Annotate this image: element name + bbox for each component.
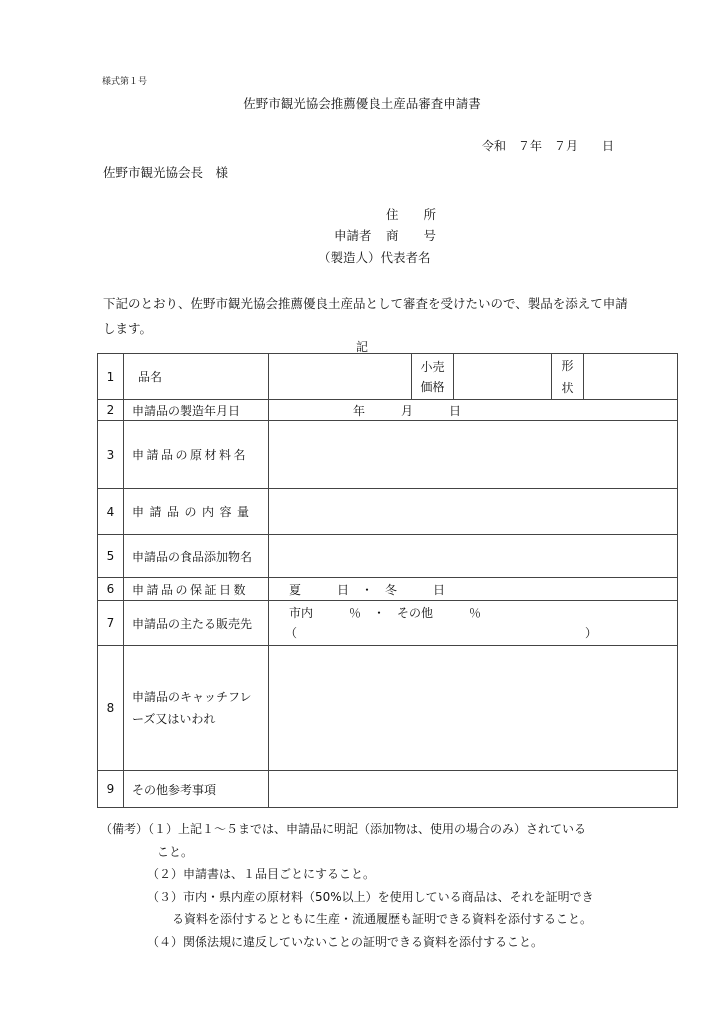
paren-open: （: [285, 626, 298, 640]
other-reference-label: その他参考事項: [124, 771, 269, 808]
addressee: 佐野市観光協会長 様: [103, 165, 229, 180]
other-reference-field[interactable]: [269, 771, 678, 808]
row-number: 4: [98, 489, 124, 535]
remarks: [100, 818, 594, 953]
content-amount-field[interactable]: [269, 489, 678, 535]
address-label: 住 所: [386, 207, 437, 222]
row-number: 6: [98, 578, 124, 601]
form-number: 様式第１号: [102, 77, 148, 87]
table-row: [98, 535, 678, 578]
guarantee-days-field[interactable]: 夏 日 ・ 冬 日: [269, 578, 678, 601]
intro-paragraph: 下記のとおり、佐野市観光協会推薦優良土産品として審査を受けたいので、製品を添えて申請します。: [103, 296, 628, 336]
sales-destination-label: 申請品の主たる販売先: [124, 601, 269, 646]
trade-name-label: 商 号: [386, 228, 437, 243]
table-row: [98, 489, 678, 535]
row-number: 2: [98, 400, 124, 421]
maker-representative-label: （製造人）代表者名: [318, 250, 431, 265]
document-title: 佐野市観光協会推薦優良土産品審査申請書: [243, 96, 481, 111]
table-row: [98, 601, 678, 646]
ingredients-field[interactable]: [269, 421, 678, 489]
product-name-label: 品名: [124, 354, 269, 400]
table-row: [98, 578, 678, 601]
guarantee-days-label: 申請品の保証日数: [124, 578, 269, 601]
row-number: 7: [98, 601, 124, 646]
remark-3: （３）市内・県内産の原材料（50%以上）を使用している商品は、それを証明でき: [147, 889, 594, 904]
table-row: [98, 646, 678, 771]
remark-4: （４）関係法規に違反していないことの証明できる資料を添付すること。: [147, 934, 544, 949]
table-row: [98, 354, 678, 400]
retail-price-field[interactable]: [454, 354, 552, 400]
row-number: 9: [98, 771, 124, 808]
row-number: 1: [98, 354, 124, 400]
ki-heading: 記: [355, 340, 368, 354]
food-additives-label: 申請品の食品添加物名: [124, 535, 269, 578]
application-table: [97, 353, 678, 808]
remark-3-cont: る資料を添付するとともに生産・流通履歴も証明できる資料を添付すること。: [172, 912, 593, 926]
table-row: [98, 771, 678, 808]
table-row: [98, 400, 678, 421]
remark-2: （２）申請書は、１品目ごとにすること。: [147, 867, 376, 881]
food-additives-field[interactable]: [269, 535, 678, 578]
row-number: 5: [98, 535, 124, 578]
sales-destination-field[interactable]: [269, 601, 678, 646]
remark-1-cont: こと。: [157, 844, 194, 859]
row-number: 8: [98, 646, 124, 771]
manufacture-date-label: 申請品の製造年月日: [124, 400, 269, 421]
application-date: 令和 ７年 ７月 日: [482, 139, 615, 153]
applicant-label: 申請者: [334, 228, 372, 243]
manufacture-date-field[interactable]: 年 月 日: [269, 400, 678, 421]
shape-label: 形状: [552, 354, 584, 400]
shape-field[interactable]: [584, 354, 678, 400]
ingredients-label: 申請品の原材料名: [124, 421, 269, 489]
catchphrase-field[interactable]: [269, 646, 678, 771]
row-number: 3: [98, 421, 124, 489]
sales-share-line: 市内 ％ ・ その他 ％: [289, 606, 482, 620]
remark-1: （備考）（１）上記１～５までは、申請品に明記（添加物は、使用の場合のみ）されている: [100, 822, 587, 836]
product-name-field[interactable]: [269, 354, 412, 400]
paren-close: ）: [585, 626, 598, 640]
other-destination-line: [285, 623, 677, 643]
catchphrase-label: 申請品のキャッチフレーズ又はいわれ: [124, 646, 269, 771]
content-amount-label: 申請品の内容量: [124, 489, 269, 535]
table-row: [98, 421, 678, 489]
retail-price-label: 小売価格: [412, 354, 454, 400]
